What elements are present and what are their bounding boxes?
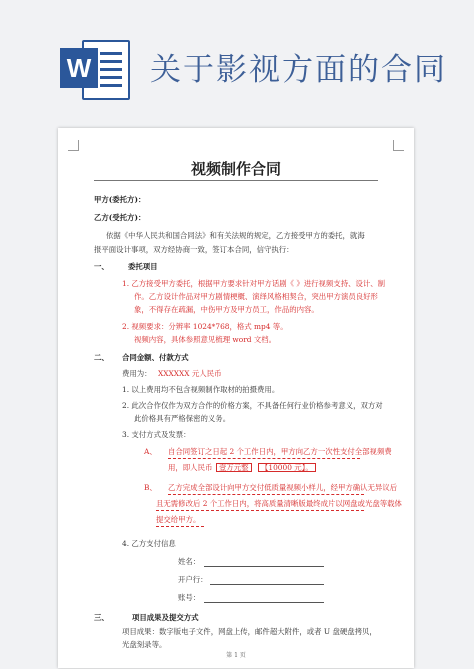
account-bank-label: 开户行： <box>178 575 208 584</box>
item-2-line-2: 视频内容，具体参照意见梳理 word 文档。 <box>134 335 276 344</box>
section-1-number: 一、 <box>94 262 109 271</box>
document-title: 视频制作合同 <box>190 160 281 178</box>
fee-label: 费用为： <box>122 369 152 378</box>
banner-title: 关于影视方面的合同 <box>150 52 447 88</box>
banner <box>0 0 474 120</box>
payment-option-b-label: B、 <box>144 483 157 492</box>
option-b-underline-1 <box>168 494 364 495</box>
intro-line-1: 依据《中华人民共和国合同法》和有关法规的规定，乙方接受甲方的委托，就海 <box>106 231 365 240</box>
payment-option-a-label: A、 <box>144 447 157 456</box>
deliverables-line-2: 光盘刻录等。 <box>122 640 167 649</box>
section-1-title: 委托项目 <box>128 262 158 271</box>
item-1-line-3: 象，不得存在疏漏，中伤甲方及甲方员工，作品的内容。 <box>134 305 319 314</box>
section-2-title: 合同金额、付款方式 <box>122 353 189 362</box>
word-document-icon <box>60 36 128 100</box>
option-b-underline-2 <box>156 510 364 511</box>
page-number: 第 1 页 <box>226 652 246 659</box>
payment-term-2-line-2: 此价格具有严格保密的义务。 <box>134 414 231 423</box>
fee-value: XXXXXX 元人民币 <box>158 369 222 378</box>
item-1-line-2: 作。乙方设计作品对甲方剧情梗概、演绎风格相契合，突出甲方演员良好形 <box>134 292 378 301</box>
option-b-underline-3 <box>156 526 204 527</box>
payment-option-b-line-2: 且无需修改后 2 个工作日内，将高质量清晰版最终成片以网盘或光盘等载体 <box>156 499 402 508</box>
amount-in-figures: 【10000 元】。 <box>258 463 316 472</box>
payment-term-2-line-1: 2. 此次合作仅作为双方合作的价格方案，不具备任何行业价格参考意义，双方对 <box>122 401 383 410</box>
amount-in-words: 壹万元整 <box>216 463 252 472</box>
account-bank-field <box>210 584 324 585</box>
payment-option-b-line-1: 乙方完成全部设计向甲方交付低质量视频小样儿，经甲方确认无异议后 <box>168 483 398 492</box>
document-page <box>58 128 414 668</box>
word-logo-letter: W <box>60 48 98 88</box>
title-rule <box>94 180 378 181</box>
payment-term-1: 1. 以上费用均不包含视频制作取材的拍摄费用。 <box>122 385 280 394</box>
item-2-line-1: 2. 视频要求：分辨率 1024*768，格式 mp4 等。 <box>122 322 288 331</box>
party-a-label: 甲方(委托方)： <box>94 195 146 204</box>
section-3-title: 项目成果及提交方式 <box>132 613 199 622</box>
payment-info-heading: 4. 乙方支付信息 <box>122 539 176 548</box>
payment-option-b-line-3: 提交给甲方。 <box>156 515 201 524</box>
intro-line-2: 报平面设计事项，双方经协商一致，签订本合同，信守执行： <box>94 245 294 254</box>
account-number-label: 账号： <box>178 593 201 602</box>
section-3-number: 三、 <box>94 613 109 622</box>
account-name-field <box>204 566 324 567</box>
item-1-line-1: 1. 乙方接受甲方委托，根据甲方要求针对甲方话剧《 》进行视频支持、设计、制 <box>122 279 386 288</box>
party-b-label: 乙方(受托方)： <box>94 213 146 222</box>
crop-mark <box>68 140 79 151</box>
option-a-underline <box>168 458 360 459</box>
crop-mark <box>393 140 404 151</box>
account-name-label: 姓名： <box>178 557 201 566</box>
payment-option-a-line-2: 用，即人民币 <box>168 463 213 472</box>
section-2-number: 二、 <box>94 353 109 362</box>
deliverables-line-1: 项目成果：数字版电子文件，网盘上传，邮件超大附件，或者 U 盘硬盘拷贝， <box>122 627 377 636</box>
payment-term-3: 3. 支付方式及发票： <box>122 430 191 439</box>
account-number-field <box>204 602 324 603</box>
payment-option-a-line-1: 自合同签订之日起 2 个工作日内，甲方向乙方一次性支付全部视频费 <box>168 447 392 456</box>
